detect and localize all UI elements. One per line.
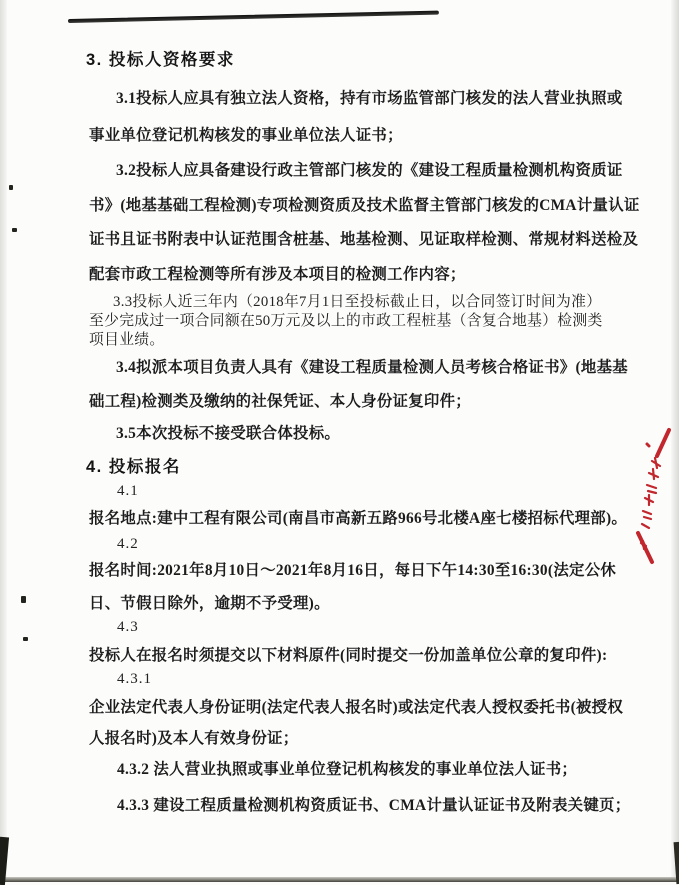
section-3-heading: 3. 投标人资格要求 xyxy=(86,51,235,69)
clause-4-3-2: 4.3.2 法人营业执照或事业单位登记机构核发的事业单位法人证书； xyxy=(117,761,578,778)
clause-4-3-1-line-2: 人报名时)及本人有效身份证； xyxy=(89,730,299,747)
clause-4-1-number: 4.1 xyxy=(117,483,139,499)
clause-3-2-line-3: 证书且证书附表中认证范围含桩基、地基检测、见证取样检测、常规材料送检及 xyxy=(89,231,639,248)
bottom-scan-border xyxy=(0,877,679,882)
clause-4-3-1-number: 4.3.1 xyxy=(117,671,152,687)
scan-speck xyxy=(12,228,17,232)
scan-speck xyxy=(21,596,26,603)
scan-speck xyxy=(9,185,13,190)
clause-4-2-line-2: 日、节假日除外，逾期不予受理)。 xyxy=(89,595,330,612)
top-scan-line xyxy=(68,11,439,23)
page-edge-left xyxy=(0,0,7,882)
clause-3-4-line-1: 3.4拟派本项目负责人具有《建设工程质量检测人员考核合格证书》(地基基 xyxy=(116,359,628,376)
clause-4-3-text: 投标人在报名时须提交以下材料原件(同时提交一份加盖单位公章的复印件): xyxy=(89,647,608,664)
clause-3-3-line-2: 至少完成过一项合同额在50万元及以上的市政工程桩基（含复合地基）检测类 xyxy=(89,313,603,329)
clause-3-3-line-1: 3.3投标人近三年内（2018年7月1日至投标截止日，以合同签订时间为准） xyxy=(113,294,602,310)
clause-3-3-line-3: 项目业绩。 xyxy=(89,332,165,348)
clause-4-3-3: 4.3.3 建设工程质量检测机构资质证书、CMA计量认证证书及附表关键页； xyxy=(117,797,631,814)
clause-4-3-1-line-1: 企业法定代表人身份证明(法定代表人报名时)或法定代表人授权委托书(被授权 xyxy=(89,699,624,716)
clause-4-2-number: 4.2 xyxy=(117,536,139,552)
clause-3-1-line-1: 3.1投标人应具有独立法人资格，持有市场监管部门核发的法人营业执照或 xyxy=(116,90,623,107)
clause-4-3-number: 4.3 xyxy=(117,619,139,635)
clause-3-2-line-2: 书》(地基基础工程检测)专项检测资质及技术监督主管部门核发的CMA计量认证 xyxy=(89,197,640,214)
clause-3-5: 3.5本次投标不接受联合体投标。 xyxy=(116,425,341,442)
red-seal-stamp-icon xyxy=(635,425,679,575)
clause-4-1-text: 报名地点:建中工程有限公司(南昌市高新五路966号北楼A座七楼招标代理部)。 xyxy=(89,510,628,527)
clause-3-1-line-2: 事业单位登记机构核发的事业单位法人证书； xyxy=(89,127,403,144)
clause-4-2-line-1: 报名时间:2021年8月10日～2021年8月16日，每日下午14:30至16:30(法定公休 xyxy=(89,562,617,579)
clause-3-2-line-1: 3.2投标人应具备建设行政主管部门核发的《建设工程质量检测机构资质证 xyxy=(116,162,623,179)
clause-3-2-line-4: 配套市政工程检测等所有涉及本项目的检测工作内容； xyxy=(89,266,466,283)
section-4-heading: 4. 投标报名 xyxy=(86,458,181,476)
clause-3-4-line-2: 础工程)检测类及缴纳的社保凭证、本人身份证复印件； xyxy=(89,393,472,410)
scan-speck xyxy=(23,637,28,641)
